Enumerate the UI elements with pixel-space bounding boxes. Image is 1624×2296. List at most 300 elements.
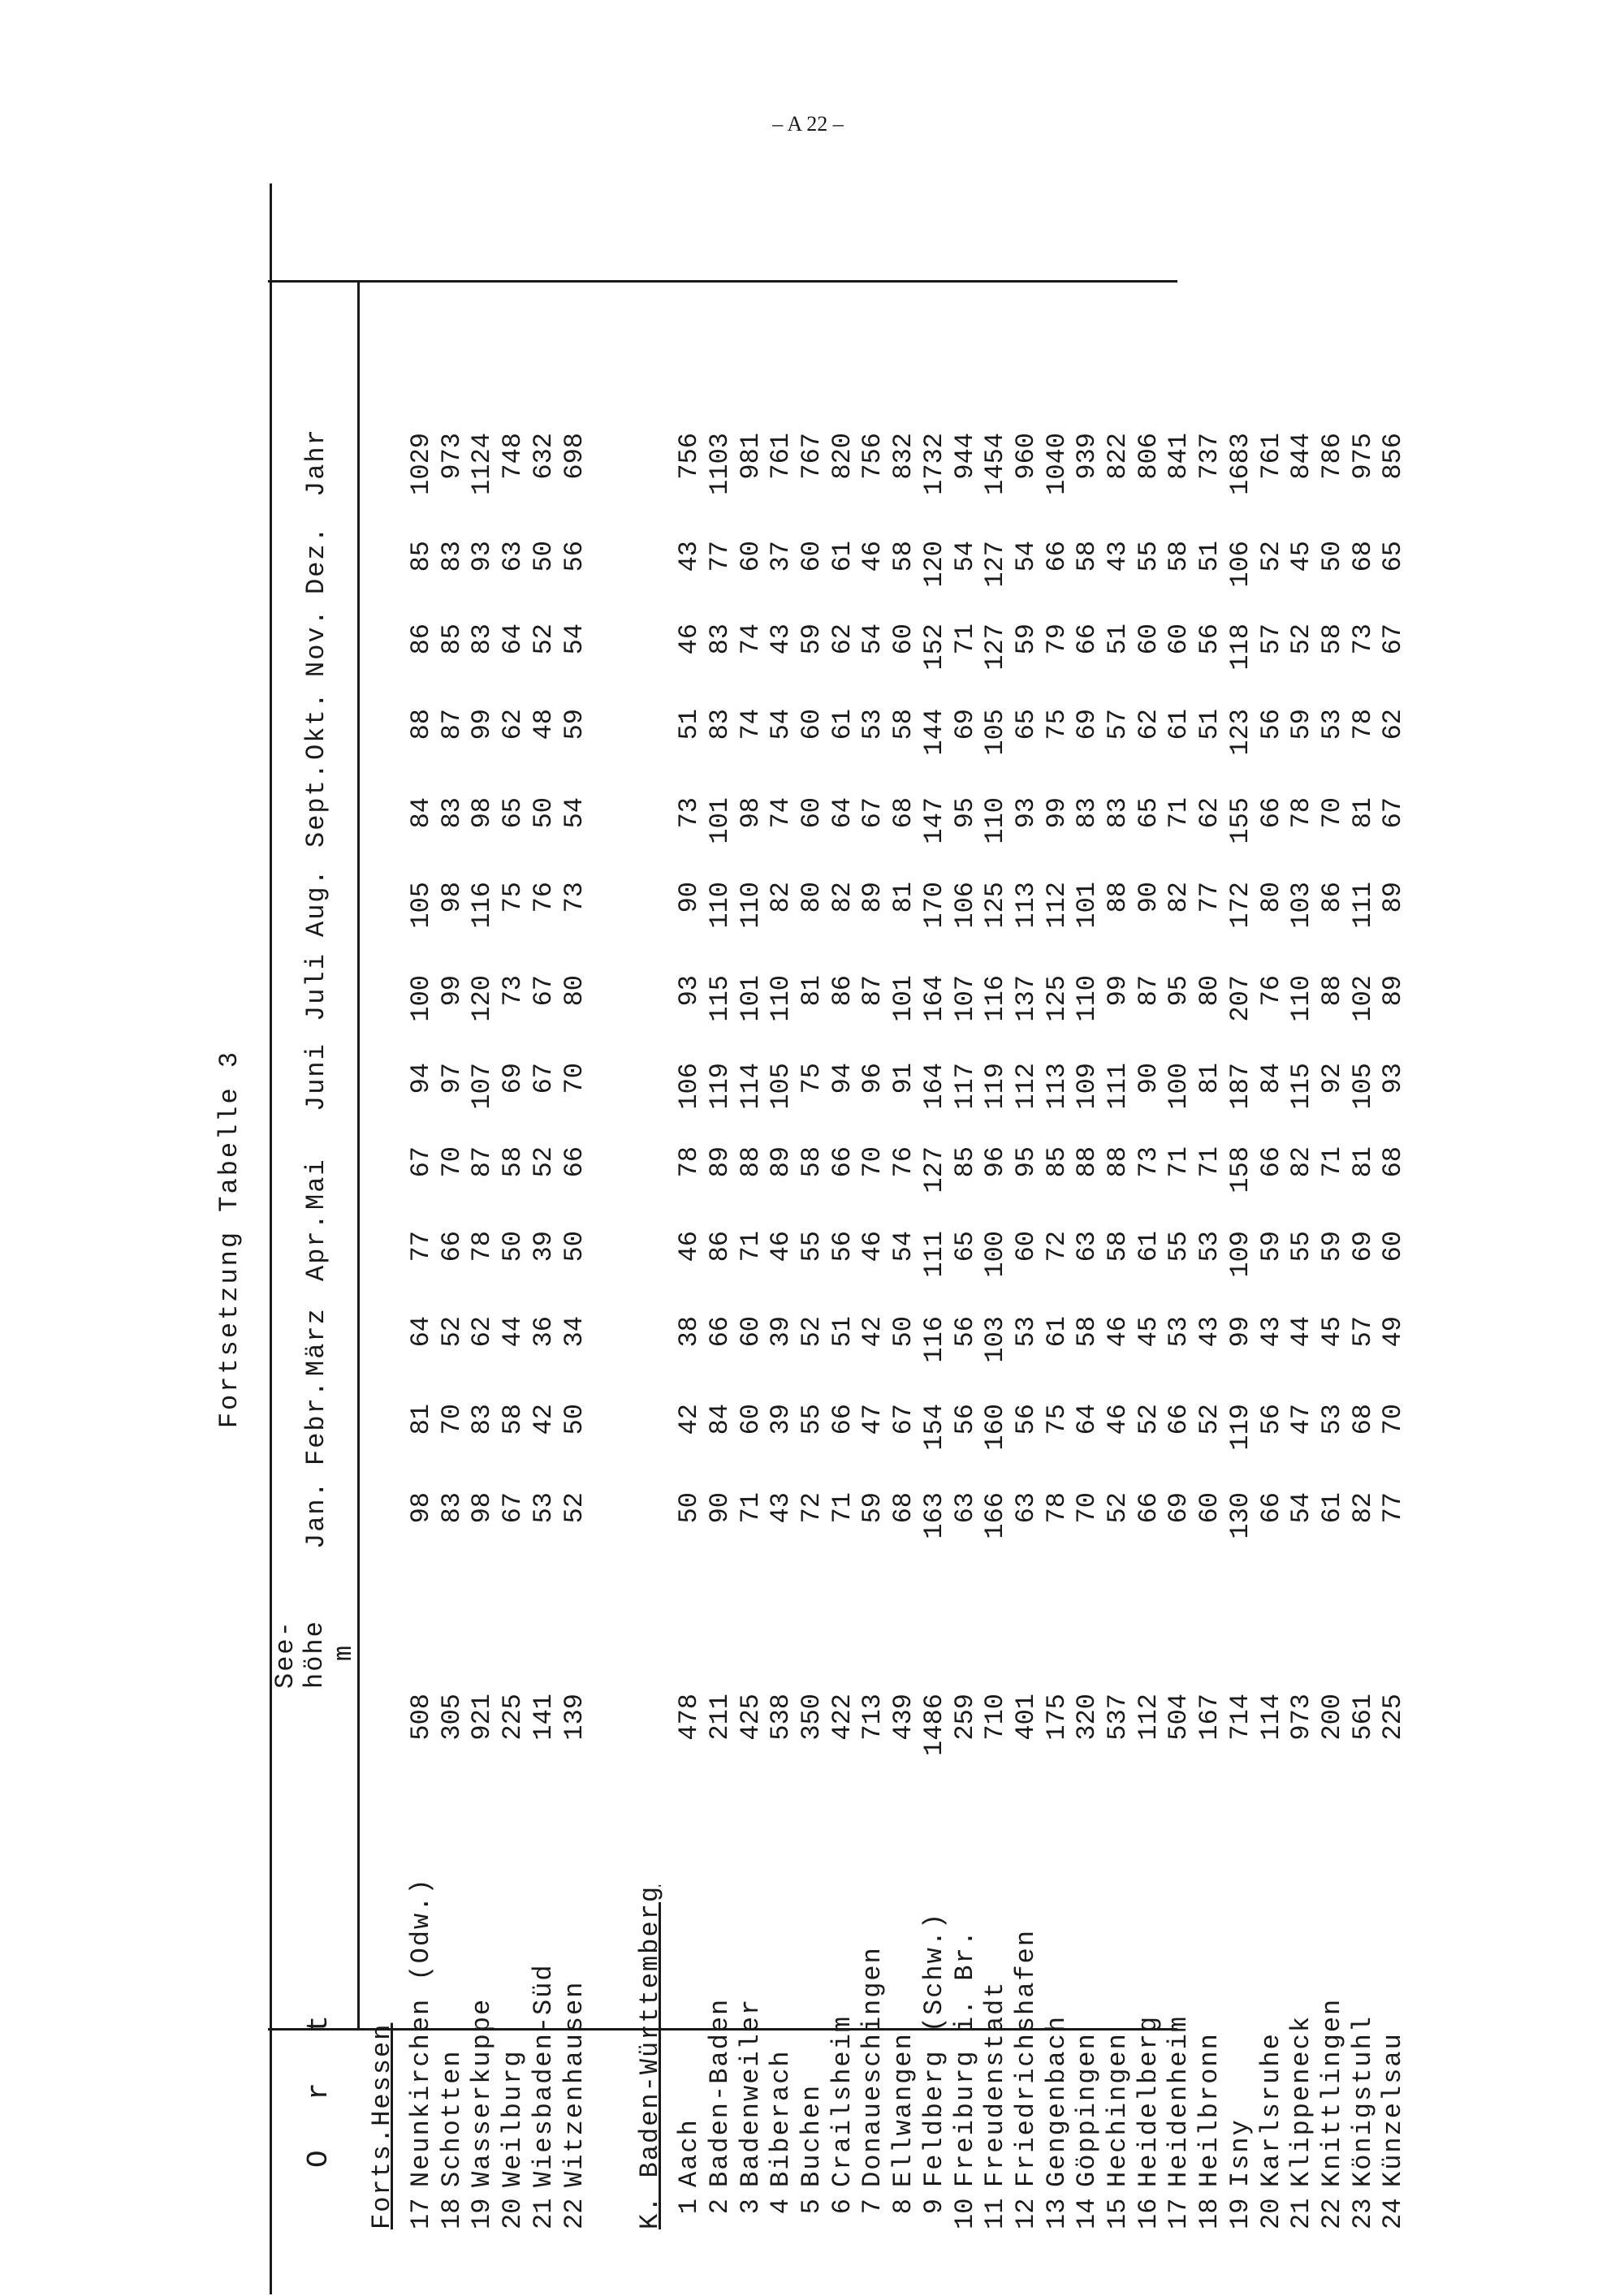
value-cell: 60 [797, 797, 827, 829]
value-cell: 91 [888, 1063, 919, 1094]
value-cell: 127 [918, 1146, 949, 1193]
value-cell: 71 [1164, 1146, 1194, 1178]
value-cell: 67 [857, 797, 888, 829]
row-number: 11 [980, 2198, 1011, 2229]
value-cell: 68 [888, 797, 919, 829]
value-cell: 36 [528, 1316, 559, 1348]
value-cell: 110 [1286, 975, 1317, 1022]
row-number: 4 [766, 2199, 797, 2215]
value-cell: 99 [1224, 1316, 1255, 1348]
value-cell: 50 [498, 1231, 529, 1262]
value-cell: 53 [1010, 1316, 1041, 1348]
value-cell: 55 [797, 1231, 827, 1262]
table-row [406, 281, 437, 2229]
value-cell: 72 [797, 1492, 827, 1524]
value-cell: 60 [797, 541, 827, 572]
value-cell: 51 [1194, 541, 1225, 572]
value-cell: 66 [559, 1146, 590, 1178]
value-cell: 87 [436, 709, 467, 740]
value-cell: 118 [1224, 624, 1255, 671]
value-cell: 85 [949, 1146, 980, 1178]
elevation: 401 [1010, 1694, 1041, 1741]
value-cell: 50 [888, 1316, 919, 1348]
value-cell: 59 [797, 624, 827, 655]
value-cell: 88 [1103, 882, 1133, 913]
value-cell: 98 [467, 1492, 498, 1524]
value-cell: 57 [1103, 709, 1133, 740]
value-cell: 43 [1194, 1316, 1225, 1348]
value-cell: 85 [1041, 1146, 1072, 1178]
value-cell: 58 [888, 541, 919, 572]
value-cell: 71 [1194, 1146, 1225, 1178]
value-cell: 39 [528, 1231, 559, 1262]
value-cell: 58 [498, 1146, 529, 1178]
value-cell: 86 [704, 1231, 735, 1262]
value-cell: 1040 [1041, 433, 1072, 495]
value-cell: 58 [797, 1146, 827, 1178]
value-cell: 71 [735, 1231, 766, 1262]
value-cell: 119 [980, 1063, 1011, 1110]
station-name: Klippeneck [1286, 2014, 1317, 2187]
table-row [1194, 281, 1225, 2229]
value-cell: 89 [766, 1146, 797, 1178]
value-cell: 82 [827, 882, 857, 913]
elevation: 305 [436, 1694, 467, 1741]
station-name: Biberach [766, 2049, 797, 2187]
value-cell: 50 [559, 1231, 590, 1262]
value-cell: 77 [406, 1231, 436, 1262]
value-cell: 88 [735, 1146, 766, 1178]
elevation: 973 [1286, 1694, 1317, 1741]
value-cell: 110 [766, 975, 797, 1022]
header-rule [357, 283, 360, 2028]
value-cell: 52 [1194, 1404, 1225, 1435]
value-cell: 144 [918, 709, 949, 756]
table-row [674, 281, 705, 2229]
value-cell: 59 [1010, 624, 1041, 655]
value-cell: 44 [498, 1316, 529, 1348]
value-cell: 66 [704, 1316, 735, 1348]
value-cell: 50 [1316, 541, 1347, 572]
value-cell: 112 [1041, 882, 1072, 929]
table-row [437, 281, 468, 2229]
value-cell: 98 [467, 797, 498, 829]
value-cell: 61 [827, 541, 857, 572]
value-cell: 83 [436, 797, 467, 829]
value-cell: 981 [735, 433, 766, 480]
value-cell: 52 [436, 1316, 467, 1348]
value-cell: 89 [1378, 975, 1409, 1007]
value-cell: 107 [949, 975, 980, 1022]
value-cell: 107 [467, 1063, 498, 1110]
value-cell: 756 [857, 433, 888, 480]
value-cell: 61 [1041, 1316, 1072, 1348]
table-top-rule [270, 183, 272, 2294]
elevation: 175 [1041, 1694, 1072, 1741]
value-cell: 120 [467, 975, 498, 1022]
row-number: 17 [1164, 2198, 1194, 2229]
value-cell: 172 [1224, 882, 1255, 929]
row-number: 14 [1072, 2198, 1103, 2229]
value-cell: 37 [766, 541, 797, 572]
column-header-jan: Jan. [301, 1480, 331, 1549]
row-number: 16 [1133, 2198, 1164, 2229]
value-cell: 58 [498, 1404, 529, 1435]
value-cell: 110 [735, 882, 766, 929]
value-cell: 58 [888, 709, 919, 740]
value-cell: 55 [1164, 1231, 1194, 1262]
value-cell: 52 [1103, 1492, 1133, 1524]
value-cell: 155 [1224, 797, 1255, 844]
elevation: 425 [735, 1694, 766, 1741]
value-cell: 152 [918, 624, 949, 671]
value-cell: 99 [1103, 975, 1133, 1007]
value-cell: 125 [1041, 975, 1072, 1022]
value-cell: 748 [498, 433, 529, 480]
value-cell: 115 [1286, 1063, 1317, 1110]
value-cell: 97 [436, 1063, 467, 1094]
column-header-mai: Mai [301, 1158, 331, 1210]
station-name: Donaueschingen [857, 1946, 888, 2187]
elevation: 167 [1194, 1694, 1225, 1741]
value-cell: 99 [467, 709, 498, 740]
value-cell: 62 [498, 709, 529, 740]
value-cell: 56 [949, 1316, 980, 1348]
value-cell: 1732 [918, 433, 949, 495]
value-cell: 61 [1133, 1231, 1164, 1262]
value-cell: 76 [528, 882, 559, 913]
value-cell: 1103 [704, 433, 735, 495]
value-cell: 52 [528, 1146, 559, 1178]
value-cell: 53 [1316, 709, 1347, 740]
value-cell: 170 [918, 882, 949, 929]
value-cell: 110 [1072, 975, 1103, 1022]
table-caption: Fortsetzung Tabelle 3 [214, 1049, 244, 1429]
row-number: 2 [704, 2199, 735, 2215]
value-cell: 47 [857, 1404, 888, 1435]
value-cell: 65 [949, 1231, 980, 1262]
value-cell: 90 [704, 1492, 735, 1524]
value-cell: 207 [1224, 975, 1255, 1022]
value-cell: 698 [559, 433, 590, 480]
value-cell: 70 [436, 1404, 467, 1435]
station-name: Aach [674, 2118, 705, 2187]
value-cell: 50 [528, 797, 559, 829]
value-cell: 34 [559, 1316, 590, 1348]
value-cell: 58 [1072, 541, 1103, 572]
value-cell: 60 [1378, 1231, 1409, 1262]
value-cell: 56 [949, 1404, 980, 1435]
table-row [1348, 281, 1379, 2229]
value-cell: 69 [1072, 709, 1103, 740]
value-cell: 60 [1010, 1231, 1041, 1262]
table-row [888, 281, 919, 2229]
value-cell: 51 [827, 1316, 857, 1348]
value-cell: 70 [1072, 1492, 1103, 1524]
value-cell: 93 [1378, 1063, 1409, 1094]
value-cell: 786 [1316, 433, 1347, 480]
elevation: 112 [1133, 1694, 1164, 1741]
value-cell: 59 [559, 709, 590, 740]
value-cell: 74 [766, 797, 797, 829]
row-number: 24 [1378, 2198, 1409, 2229]
value-cell: 80 [559, 975, 590, 1007]
row-number: 21 [1286, 2198, 1317, 2229]
value-cell: 55 [1133, 541, 1164, 572]
value-cell: 56 [1194, 624, 1225, 655]
value-cell: 112 [1010, 1063, 1041, 1110]
row-number: 19 [467, 2198, 498, 2229]
row-number: 20 [1255, 2198, 1286, 2229]
row-number: 23 [1347, 2198, 1378, 2229]
elevation: 538 [766, 1694, 797, 1741]
value-cell: 832 [888, 433, 919, 480]
value-cell: 62 [1378, 709, 1409, 740]
value-cell: 42 [528, 1404, 559, 1435]
value-cell: 767 [797, 433, 827, 480]
station-name: Isny [1224, 2118, 1255, 2187]
value-cell: 60 [735, 541, 766, 572]
row-number: 1 [674, 2199, 705, 2215]
value-cell: 960 [1010, 433, 1041, 480]
column-header-dez: Dez. [301, 525, 331, 594]
value-cell: 61 [1316, 1492, 1347, 1524]
value-cell: 737 [1194, 433, 1225, 480]
row-number: 15 [1103, 2198, 1133, 2229]
value-cell: 65 [498, 797, 529, 829]
table-row [1103, 281, 1134, 2229]
elevation: 921 [467, 1694, 498, 1741]
elevation: 537 [1103, 1694, 1133, 1741]
value-cell: 54 [766, 709, 797, 740]
value-cell: 110 [980, 797, 1011, 844]
value-cell: 48 [528, 709, 559, 740]
value-cell: 81 [888, 882, 919, 913]
value-cell: 70 [1316, 797, 1347, 829]
elevation: 1486 [918, 1694, 949, 1756]
value-cell: 164 [918, 1063, 949, 1110]
value-cell: 154 [918, 1404, 949, 1451]
table-row [1134, 281, 1164, 2229]
value-cell: 55 [797, 1404, 827, 1435]
value-cell: 130 [1224, 1492, 1255, 1539]
station-name: Gengenbach [1041, 2014, 1072, 2187]
station-name: Neunkirchen (Odw.) [406, 1877, 436, 2187]
value-cell: 43 [674, 541, 705, 572]
value-cell: 50 [674, 1492, 705, 1524]
value-cell: 88 [1316, 975, 1347, 1007]
value-cell: 39 [766, 1316, 797, 1348]
value-cell: 105 [766, 1063, 797, 1110]
value-cell: 59 [1316, 1231, 1347, 1262]
value-cell: 94 [827, 1063, 857, 1094]
value-cell: 1454 [980, 433, 1011, 495]
value-cell: 90 [1133, 1063, 1164, 1094]
value-cell: 67 [528, 975, 559, 1007]
value-cell: 78 [467, 1231, 498, 1262]
column-header-okt: Okt. [301, 691, 331, 760]
value-cell: 83 [704, 624, 735, 655]
value-cell: 54 [1010, 541, 1041, 572]
value-cell: 66 [1164, 1404, 1194, 1435]
elevation: 710 [980, 1694, 1011, 1741]
value-cell: 74 [735, 709, 766, 740]
value-cell: 71 [1316, 1146, 1347, 1178]
value-cell: 38 [674, 1316, 705, 1348]
station-name: Wiesbaden-Süd [528, 1963, 559, 2187]
value-cell: 761 [1255, 433, 1286, 480]
value-cell: 52 [559, 1492, 590, 1524]
value-cell: 67 [406, 1146, 436, 1178]
value-cell: 856 [1378, 433, 1409, 480]
value-cell: 80 [1255, 882, 1286, 913]
value-cell: 65 [1378, 541, 1409, 572]
section-title: Forts.Hessen [367, 2022, 397, 2229]
value-cell: 80 [797, 882, 827, 913]
row-number: 19 [1224, 2198, 1255, 2229]
station-name: Künzelsau [1378, 2032, 1409, 2187]
station-name: Crailsheim [827, 2014, 857, 2187]
value-cell: 73 [559, 882, 590, 913]
value-cell: 54 [1286, 1492, 1317, 1524]
value-cell: 43 [766, 1492, 797, 1524]
table-row [797, 281, 827, 2229]
elevation: 439 [888, 1694, 919, 1741]
value-cell: 820 [827, 433, 857, 480]
value-cell: 76 [1255, 975, 1286, 1007]
station-name: Feldberg (Schw.) [918, 1911, 949, 2187]
station-name: Hechingen [1103, 2032, 1133, 2187]
column-header-jahr: Jahr [301, 428, 331, 497]
value-cell: 62 [467, 1316, 498, 1348]
value-cell: 51 [1103, 624, 1133, 655]
table-row [827, 281, 858, 2229]
value-cell: 70 [559, 1063, 590, 1094]
value-cell: 125 [980, 882, 1011, 929]
value-cell: 63 [498, 541, 529, 572]
table-row [736, 281, 767, 2229]
table-row [1164, 281, 1194, 2229]
value-cell: 78 [1286, 797, 1317, 829]
value-cell: 47 [1286, 1404, 1317, 1435]
value-cell: 66 [1255, 1146, 1286, 1178]
value-cell: 56 [559, 541, 590, 572]
value-cell: 63 [1072, 1231, 1103, 1262]
station-name: Witzenhausen [559, 1980, 590, 2187]
value-cell: 51 [674, 709, 705, 740]
value-cell: 86 [406, 624, 436, 655]
station-name: Königstuhl [1347, 2014, 1378, 2187]
value-cell: 45 [1316, 1316, 1347, 1348]
value-cell: 53 [857, 709, 888, 740]
value-cell: 94 [406, 1063, 436, 1094]
column-header-nov: Nov. [301, 608, 331, 677]
value-cell: 71 [735, 1492, 766, 1524]
value-cell: 106 [674, 1063, 705, 1110]
value-cell: 110 [704, 882, 735, 929]
value-cell: 78 [1347, 709, 1378, 740]
row-number: 8 [888, 2199, 919, 2215]
value-cell: 105 [980, 709, 1011, 756]
table-row [857, 281, 888, 2229]
value-cell: 66 [1255, 1492, 1286, 1524]
station-name: Wasserkuppe [467, 1997, 498, 2187]
value-cell: 98 [436, 882, 467, 913]
station-name: Freiburg i. Br. [949, 1928, 980, 2187]
value-cell: 64 [406, 1316, 436, 1348]
station-name: Knittlingen [1316, 1997, 1347, 2187]
value-cell: 76 [888, 1146, 919, 1178]
row-number: 22 [1316, 2198, 1347, 2229]
elevation: 200 [1316, 1694, 1347, 1741]
value-cell: 82 [1164, 882, 1194, 913]
value-cell: 99 [1041, 797, 1072, 829]
value-cell: 61 [827, 709, 857, 740]
value-cell: 100 [980, 1231, 1011, 1278]
value-cell: 46 [1103, 1316, 1133, 1348]
table-row [1286, 281, 1317, 2229]
value-cell: 67 [888, 1404, 919, 1435]
value-cell: 58 [1316, 624, 1347, 655]
value-cell: 78 [674, 1146, 705, 1178]
value-cell: 95 [1010, 1146, 1041, 1178]
value-cell: 67 [528, 1063, 559, 1094]
elevation: 713 [857, 1694, 888, 1741]
value-cell: 89 [1378, 882, 1409, 913]
value-cell: 84 [704, 1404, 735, 1435]
value-cell: 101 [704, 797, 735, 844]
value-cell: 42 [857, 1316, 888, 1348]
value-cell: 116 [918, 1316, 949, 1363]
value-cell: 90 [674, 882, 705, 913]
value-cell: 59 [1286, 709, 1317, 740]
value-cell: 46 [766, 1231, 797, 1262]
value-cell: 58 [1103, 1231, 1133, 1262]
value-cell: 147 [918, 797, 949, 844]
value-cell: 84 [1255, 1063, 1286, 1094]
value-cell: 60 [735, 1316, 766, 1348]
value-cell: 81 [1347, 797, 1378, 829]
value-cell: 64 [1072, 1404, 1103, 1435]
value-cell: 60 [1194, 1492, 1225, 1524]
value-cell: 109 [1224, 1231, 1255, 1278]
value-cell: 69 [949, 709, 980, 740]
value-cell: 44 [1286, 1316, 1317, 1348]
table-row [529, 281, 559, 2229]
value-cell: 72 [1041, 1231, 1072, 1262]
value-cell: 103 [980, 1316, 1011, 1363]
value-cell: 93 [467, 541, 498, 572]
value-cell: 80 [1194, 975, 1225, 1007]
value-cell: 166 [980, 1492, 1011, 1539]
value-cell: 67 [1378, 797, 1409, 829]
value-cell: 105 [406, 882, 436, 929]
table-row [980, 281, 1011, 2229]
value-cell: 87 [467, 1146, 498, 1178]
value-cell: 81 [406, 1404, 436, 1435]
value-cell: 88 [1072, 1146, 1103, 1178]
column-header-apr: Apr. [301, 1212, 331, 1281]
row-number: 22 [559, 2198, 590, 2229]
value-cell: 43 [1103, 541, 1133, 572]
value-cell: 78 [1041, 1492, 1072, 1524]
row-number: 6 [827, 2199, 857, 2215]
value-cell: 39 [766, 1404, 797, 1435]
value-cell: 46 [674, 624, 705, 655]
value-cell: 53 [1316, 1404, 1347, 1435]
value-cell: 66 [827, 1404, 857, 1435]
value-cell: 66 [827, 1146, 857, 1178]
